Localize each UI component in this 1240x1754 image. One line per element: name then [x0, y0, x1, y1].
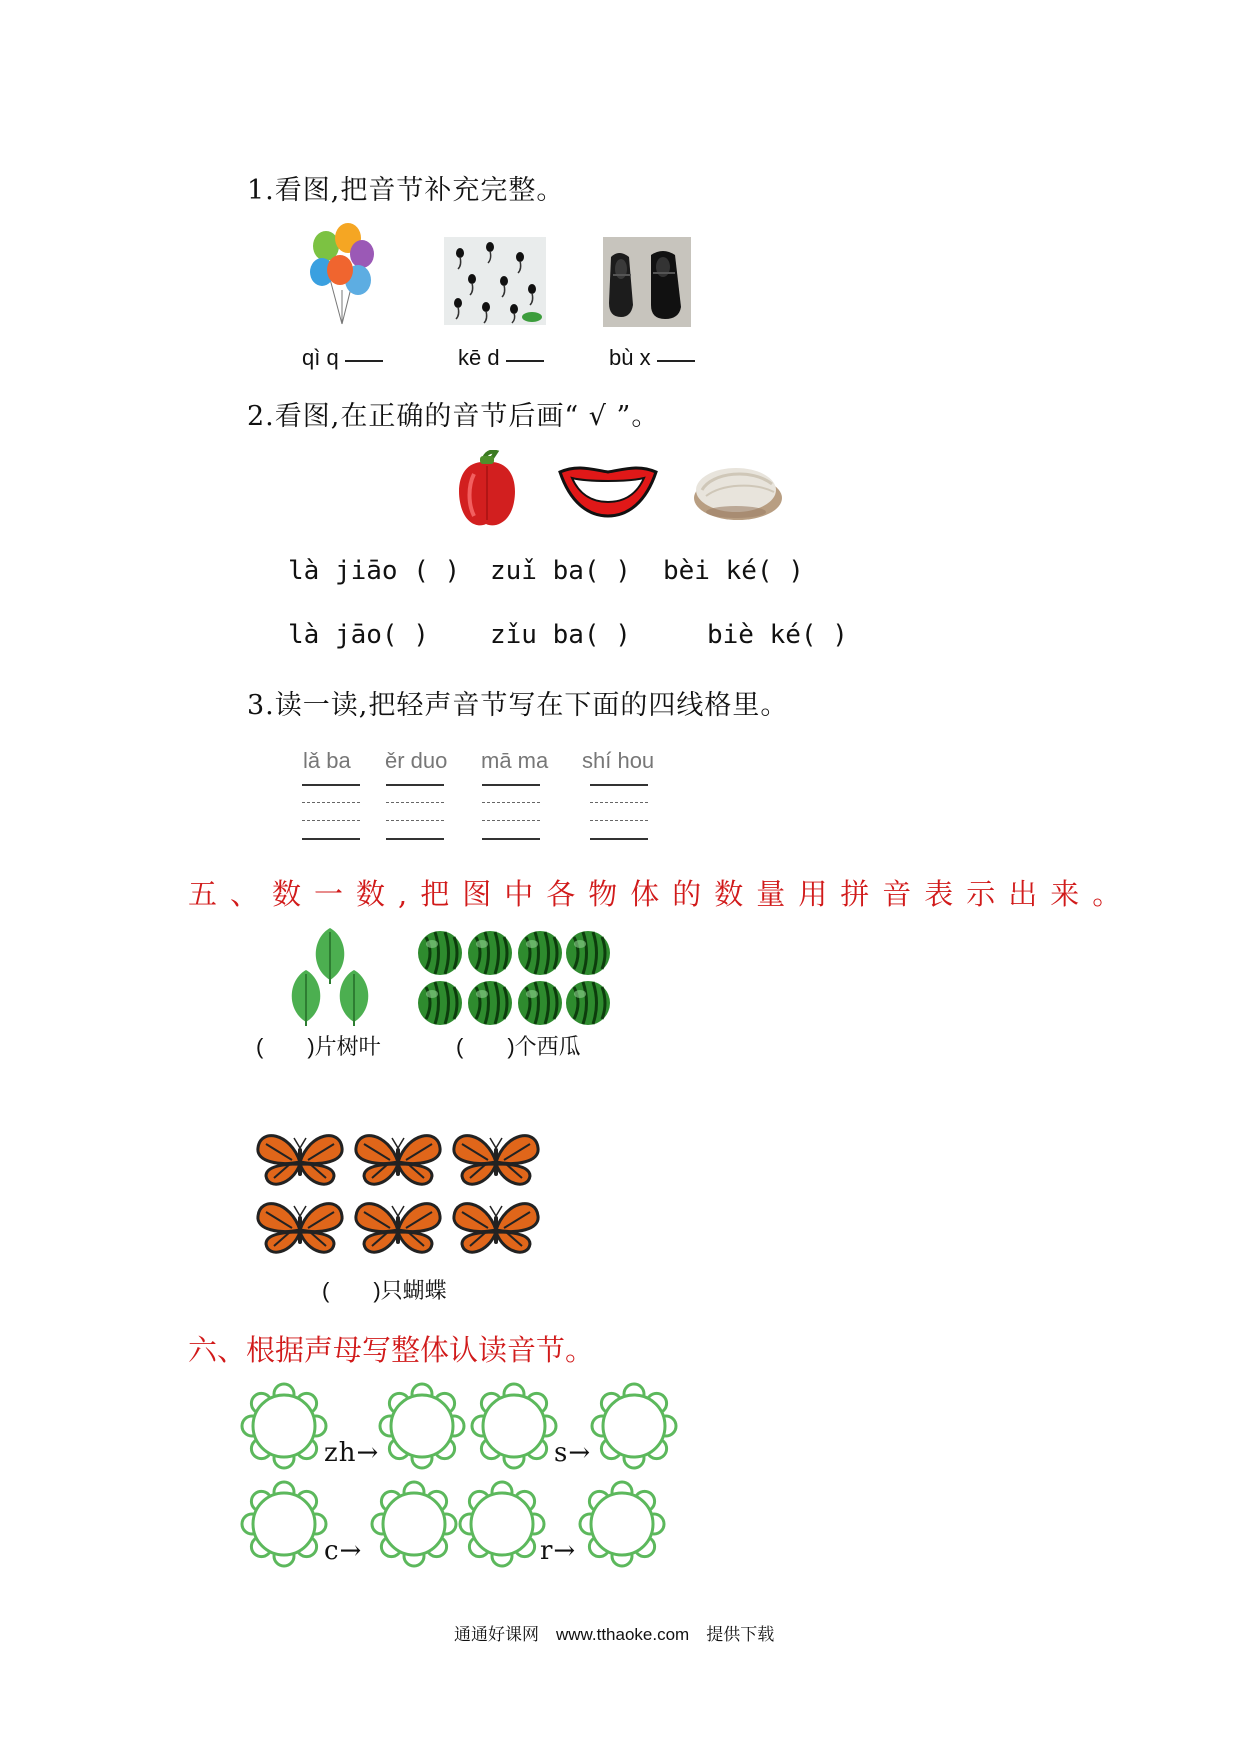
section-6-title: 六、根据声母写整体认读音节。	[188, 1333, 595, 1367]
q2-row2-opt3[interactable]: biè ké( )	[707, 620, 848, 650]
q3-word-3: mā ma	[481, 748, 549, 773]
q1-title: 1.看图,把音节补充完整。	[247, 175, 565, 206]
butterflies-count-blank[interactable]: ( )只蝴蝶	[322, 1278, 447, 1303]
q2-row1-opt3[interactable]: bèi ké( )	[663, 556, 804, 586]
leaves-icon	[282, 924, 378, 1028]
tadpoles-icon	[444, 237, 546, 325]
answer-circle[interactable]	[244, 1484, 324, 1564]
q3-word-4: shí hou	[582, 748, 655, 773]
answer-blank[interactable]	[345, 360, 383, 362]
q1-item-2: kē d	[458, 345, 544, 371]
answer-circle[interactable]	[594, 1386, 674, 1466]
q2-row1-opt1[interactable]: là jiāo ( )	[288, 556, 461, 586]
footer-text: 通通好课网 www.tthaoke.com 提供下载	[454, 1625, 775, 1644]
answer-blank[interactable]	[506, 360, 544, 362]
watermelons-count-blank[interactable]: ( )个西瓜	[456, 1034, 581, 1059]
answer-blank[interactable]	[657, 360, 695, 362]
q3-word-2: ěr duo	[385, 748, 448, 773]
shell-icon	[692, 458, 784, 522]
q3-title: 3.读一读,把轻声音节写在下面的四线格里。	[247, 690, 789, 721]
q2-title: 2.看图,在正确的音节后画“ √ ”。	[247, 401, 660, 432]
four-line-grid[interactable]	[386, 784, 444, 840]
answer-circle[interactable]	[462, 1484, 542, 1564]
leaves-count-blank[interactable]: ( )片树叶	[256, 1034, 381, 1059]
initial-r-arrow: r→	[540, 1536, 577, 1566]
answer-circle[interactable]	[382, 1386, 462, 1466]
initial-zh-arrow: zh→	[324, 1438, 380, 1468]
answer-circle[interactable]	[244, 1386, 324, 1466]
balloons-icon	[306, 220, 378, 326]
answer-circle[interactable]	[474, 1386, 554, 1466]
watermelons-icon	[414, 928, 614, 1028]
q1-item-3: bù x	[609, 345, 695, 371]
section-5-title: 五、数一数,把图中各物体的数量用拼音表示出来。	[188, 877, 1135, 911]
answer-circle[interactable]	[374, 1484, 454, 1564]
q2-row2-opt1[interactable]: là jāo( )	[288, 620, 429, 650]
initial-s-arrow: s→	[554, 1438, 592, 1468]
butterflies-icon	[254, 1130, 550, 1266]
four-line-grid[interactable]	[590, 784, 648, 840]
answer-circle[interactable]	[582, 1484, 662, 1564]
q2-row2-opt2[interactable]: zǐu ba( )	[490, 620, 631, 650]
q1-item-1: qì q	[302, 345, 383, 371]
four-line-grid[interactable]	[482, 784, 540, 840]
q3-word-1: lǎ ba	[303, 748, 351, 773]
initial-c-arrow: c→	[324, 1536, 363, 1566]
four-line-grid[interactable]	[302, 784, 360, 840]
q2-row1-opt2[interactable]: zuǐ ba( )	[490, 556, 631, 586]
pepper-icon	[454, 450, 520, 530]
cloth-shoes-icon	[603, 237, 691, 327]
mouth-icon	[558, 462, 658, 518]
